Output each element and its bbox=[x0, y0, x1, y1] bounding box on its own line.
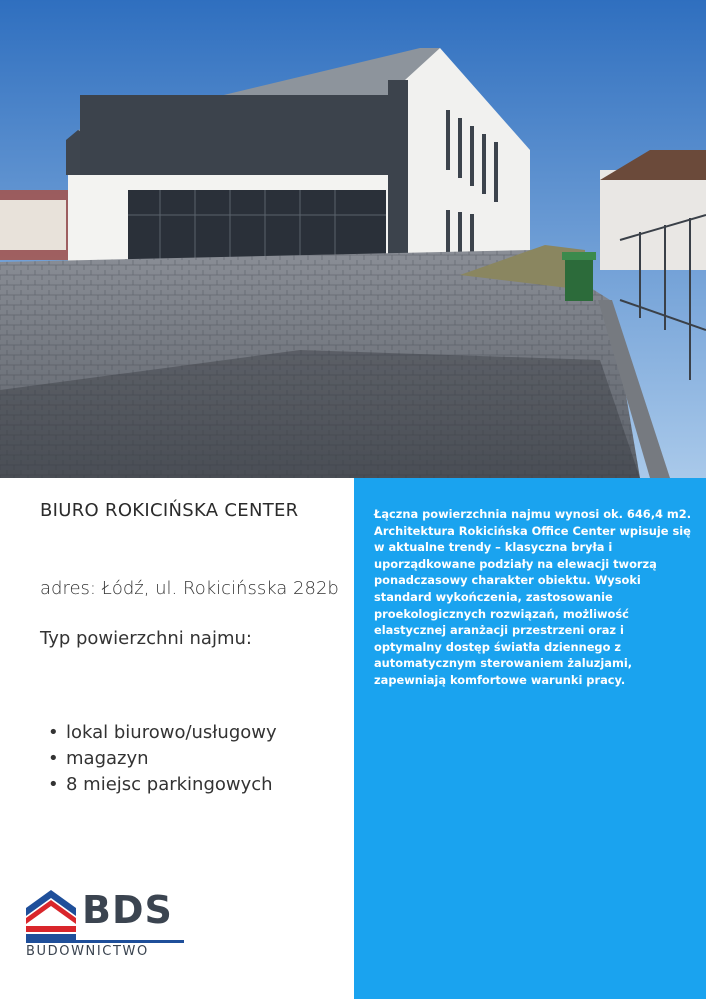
space-type-list bbox=[48, 720, 277, 798]
page-title: BIURO ROKICIŃSKA CENTER bbox=[40, 500, 299, 521]
bullet-icon: • bbox=[48, 774, 59, 795]
logo-mark-icon bbox=[26, 888, 76, 940]
list-item-label: 8 miejsc parkingowych bbox=[66, 774, 273, 795]
list-item-label: lokal biurowo/usługowy bbox=[66, 722, 277, 743]
list-item bbox=[48, 720, 277, 746]
description-text: Łączna powierzchnia najmu wynosi ok. 646,4 m2. Architektura Rokicińska Office Center wpisuje się w aktualne trendy – klasyczna bryła i uporządkowane podziały na elewacji tworzą ponadczasowy charakter obiektu. Wysoki standard wykończenia, zastosowanie proekologicznych rozwiązań, możliwość elastycznej aranżacji przestrzeni oraz i optymalny dostęp światła dziennego z automatycznym sterowaniem żaluzjami, zapewniają komfortowe warunki pracy. bbox=[374, 507, 692, 687]
bds-logo bbox=[26, 886, 196, 976]
bullet-icon: • bbox=[48, 722, 59, 743]
list-item-label: magazyn bbox=[66, 748, 149, 769]
left-panel bbox=[0, 478, 354, 999]
space-type-label: Typ powierzchni najmu: bbox=[40, 628, 252, 649]
bullet-icon: • bbox=[48, 748, 59, 769]
list-item bbox=[48, 772, 277, 798]
building-photo bbox=[0, 0, 706, 478]
address-text: adres: Łódź, ul. Rokicińsska 282b bbox=[40, 578, 339, 599]
right-panel bbox=[354, 478, 706, 999]
logo-divider bbox=[26, 940, 184, 943]
logo-name: BDS bbox=[82, 888, 173, 932]
building-photo-graphic bbox=[0, 0, 706, 478]
list-item bbox=[48, 746, 277, 772]
logo-subtitle: BUDOWNICTWO bbox=[26, 944, 149, 959]
